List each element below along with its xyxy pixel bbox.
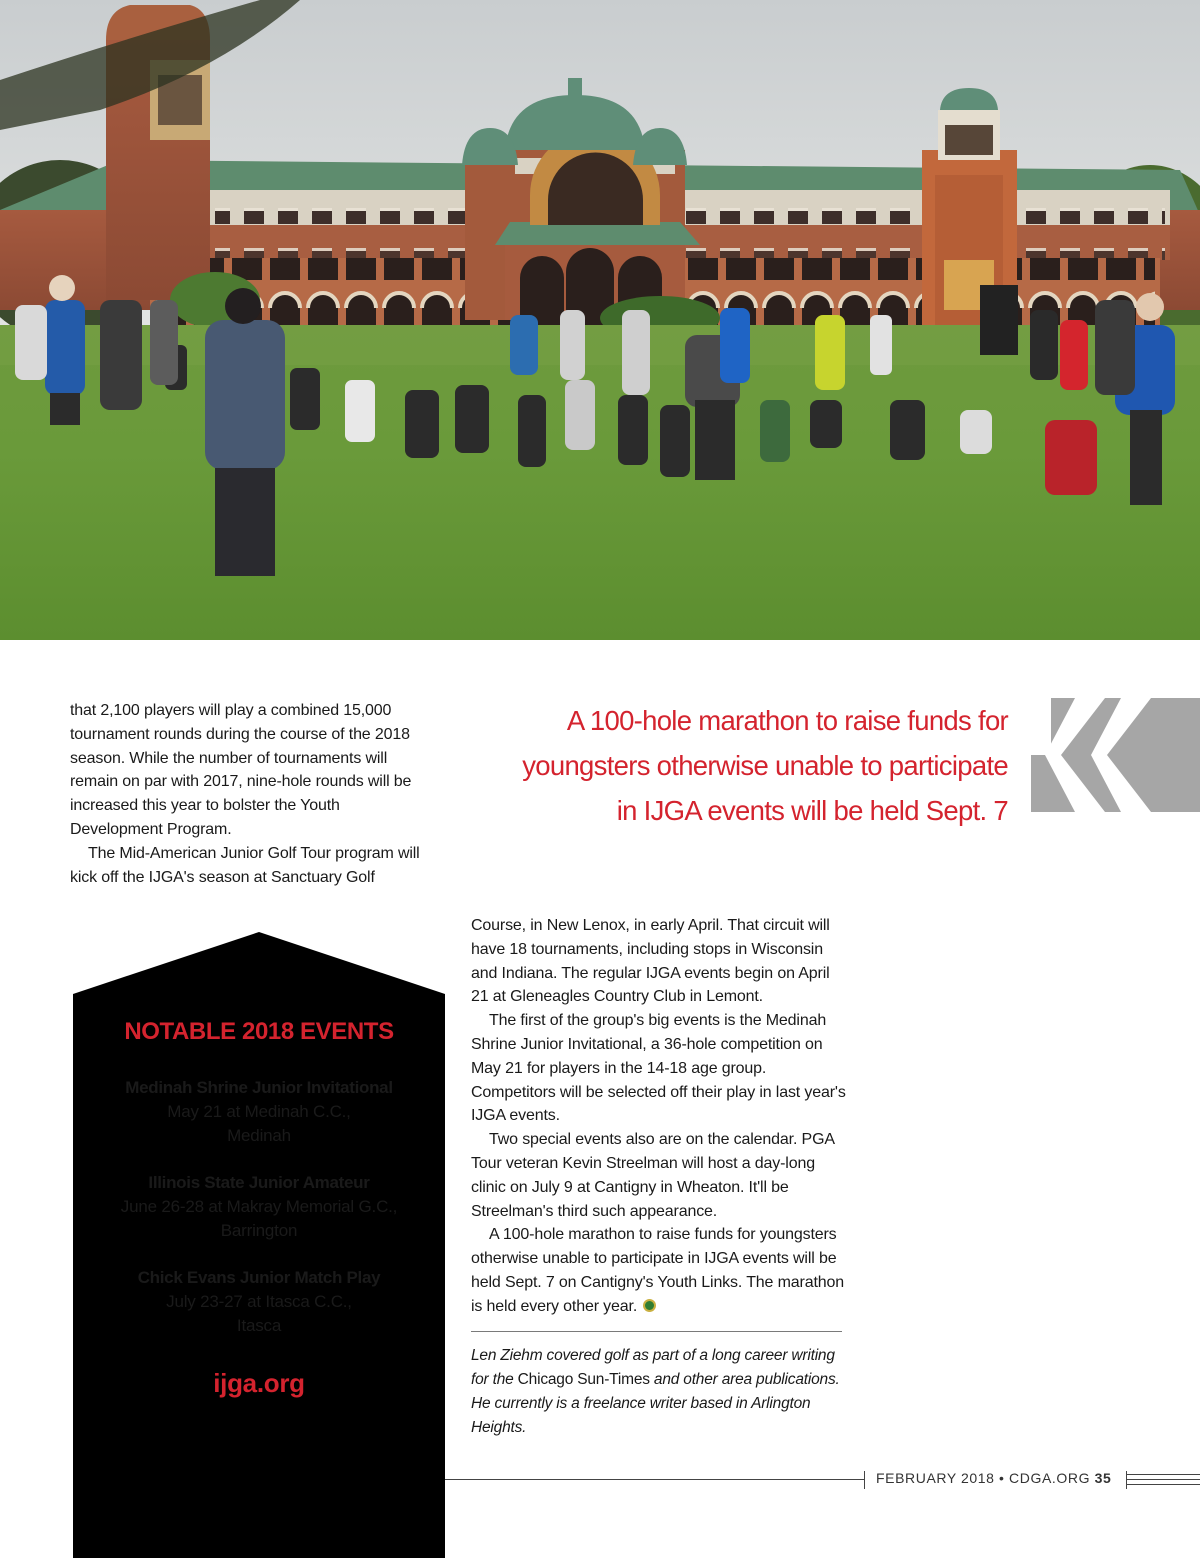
- pull-quote: [462, 698, 1008, 833]
- article-paragraph: The Mid-American Junior Golf Tour program will kick off the IJGA's season at Sanctuary Golf: [70, 844, 420, 886]
- pull-quote-line: A 100-hole marathon to raise funds for: [566, 705, 1008, 736]
- cdga-end-mark-icon: [643, 1299, 656, 1312]
- event-location: Itasca: [236, 1316, 282, 1335]
- article-paragraph: Two special events also are on the calendar. PGA Tour veteran Kevin Streelman will host a day-long clinic on July 9 at Cantigny in Wheaton. It'll be Streelman's third such appearance.: [471, 1131, 835, 1220]
- event-item: [73, 1171, 445, 1243]
- event-date-venue: June 26-28 at Makray Memorial G.C.,: [120, 1197, 398, 1216]
- event-name: Illinois State Junior Amateur: [148, 1173, 370, 1192]
- event-name: Medinah Shrine Junior Invitational: [125, 1078, 393, 1097]
- footer-rule-left: [445, 1479, 865, 1480]
- author-bio-text: and other area publications. He currently is a freelance writer based in Arlington Heights.: [471, 1371, 840, 1436]
- pull-quote-line: youngsters otherwise unable to participate: [522, 750, 1008, 781]
- double-chevron-left-icon: [1031, 698, 1200, 812]
- publication-name: Chicago Sun-Times: [517, 1371, 650, 1388]
- article-paragraph: The first of the group's big events is the Medinah Shrine Junior Invitational, a 36-hole competition on May 21 for players in the 14-18 age group. Competitors will be selected off their play in last year's IJGA events.: [471, 1012, 846, 1125]
- issue-label: FEBRUARY 2018 • CDGA.ORG: [876, 1470, 1091, 1486]
- event-item: [73, 1076, 445, 1148]
- pull-quote-line: in IJGA events will be held Sept. 7: [616, 795, 1008, 826]
- clubhouse-lawn-image: [0, 0, 1200, 640]
- event-date-venue: May 21 at Medinah C.C.,: [167, 1102, 351, 1121]
- event-location: Barrington: [220, 1221, 298, 1240]
- article-paragraph: A 100-hole marathon to raise funds for youngsters otherwise unable to participate in IJGA events will be held Sept. 7 on Cantigny's Youth Links. The marathon is held every other year.: [471, 1226, 844, 1315]
- page-number: 35: [1094, 1470, 1112, 1486]
- ijga-website-link[interactable]: ijga.org: [213, 1368, 305, 1398]
- bio-divider: [471, 1331, 842, 1332]
- event-item: [73, 1266, 445, 1338]
- article-column-right: [471, 914, 846, 1319]
- footer-tick-left: [864, 1471, 865, 1489]
- page-footer: [876, 1470, 1116, 1486]
- notable-events-sidebar: [73, 932, 445, 1558]
- event-location: Medinah: [227, 1126, 291, 1145]
- article-paragraph: that 2,100 players will play a combined 15,000 tournament rounds during the course of the 2018 season. While the number of tournaments will remain on par with 2017, nine-hole rounds will be increased this year to bolster the Youth Development Program.: [70, 702, 412, 838]
- author-bio: [471, 1344, 846, 1440]
- article-column-left: [70, 699, 425, 889]
- article-paragraph: Course, in New Lenox, in early April. That circuit will have 18 tournaments, including stops in Wisconsin and Indiana. The regular IJGA events begin on April 21 at Gleneagles Country Club in Lemont.: [471, 917, 830, 1006]
- hero-photo: [0, 0, 1200, 640]
- footer-rule-right: [1127, 1484, 1200, 1485]
- event-date-venue: July 23-27 at Itasca C.C.,: [166, 1292, 352, 1311]
- event-name: Chick Evans Junior Match Play: [137, 1268, 381, 1287]
- footer-rule-right: [1127, 1479, 1200, 1480]
- sidebar-title: NOTABLE 2018 EVENTS: [124, 1018, 394, 1045]
- footer-rule-right: [1127, 1474, 1200, 1475]
- author-bio-text: Len Ziehm covered golf as part of a long career writing for the: [471, 1347, 835, 1388]
